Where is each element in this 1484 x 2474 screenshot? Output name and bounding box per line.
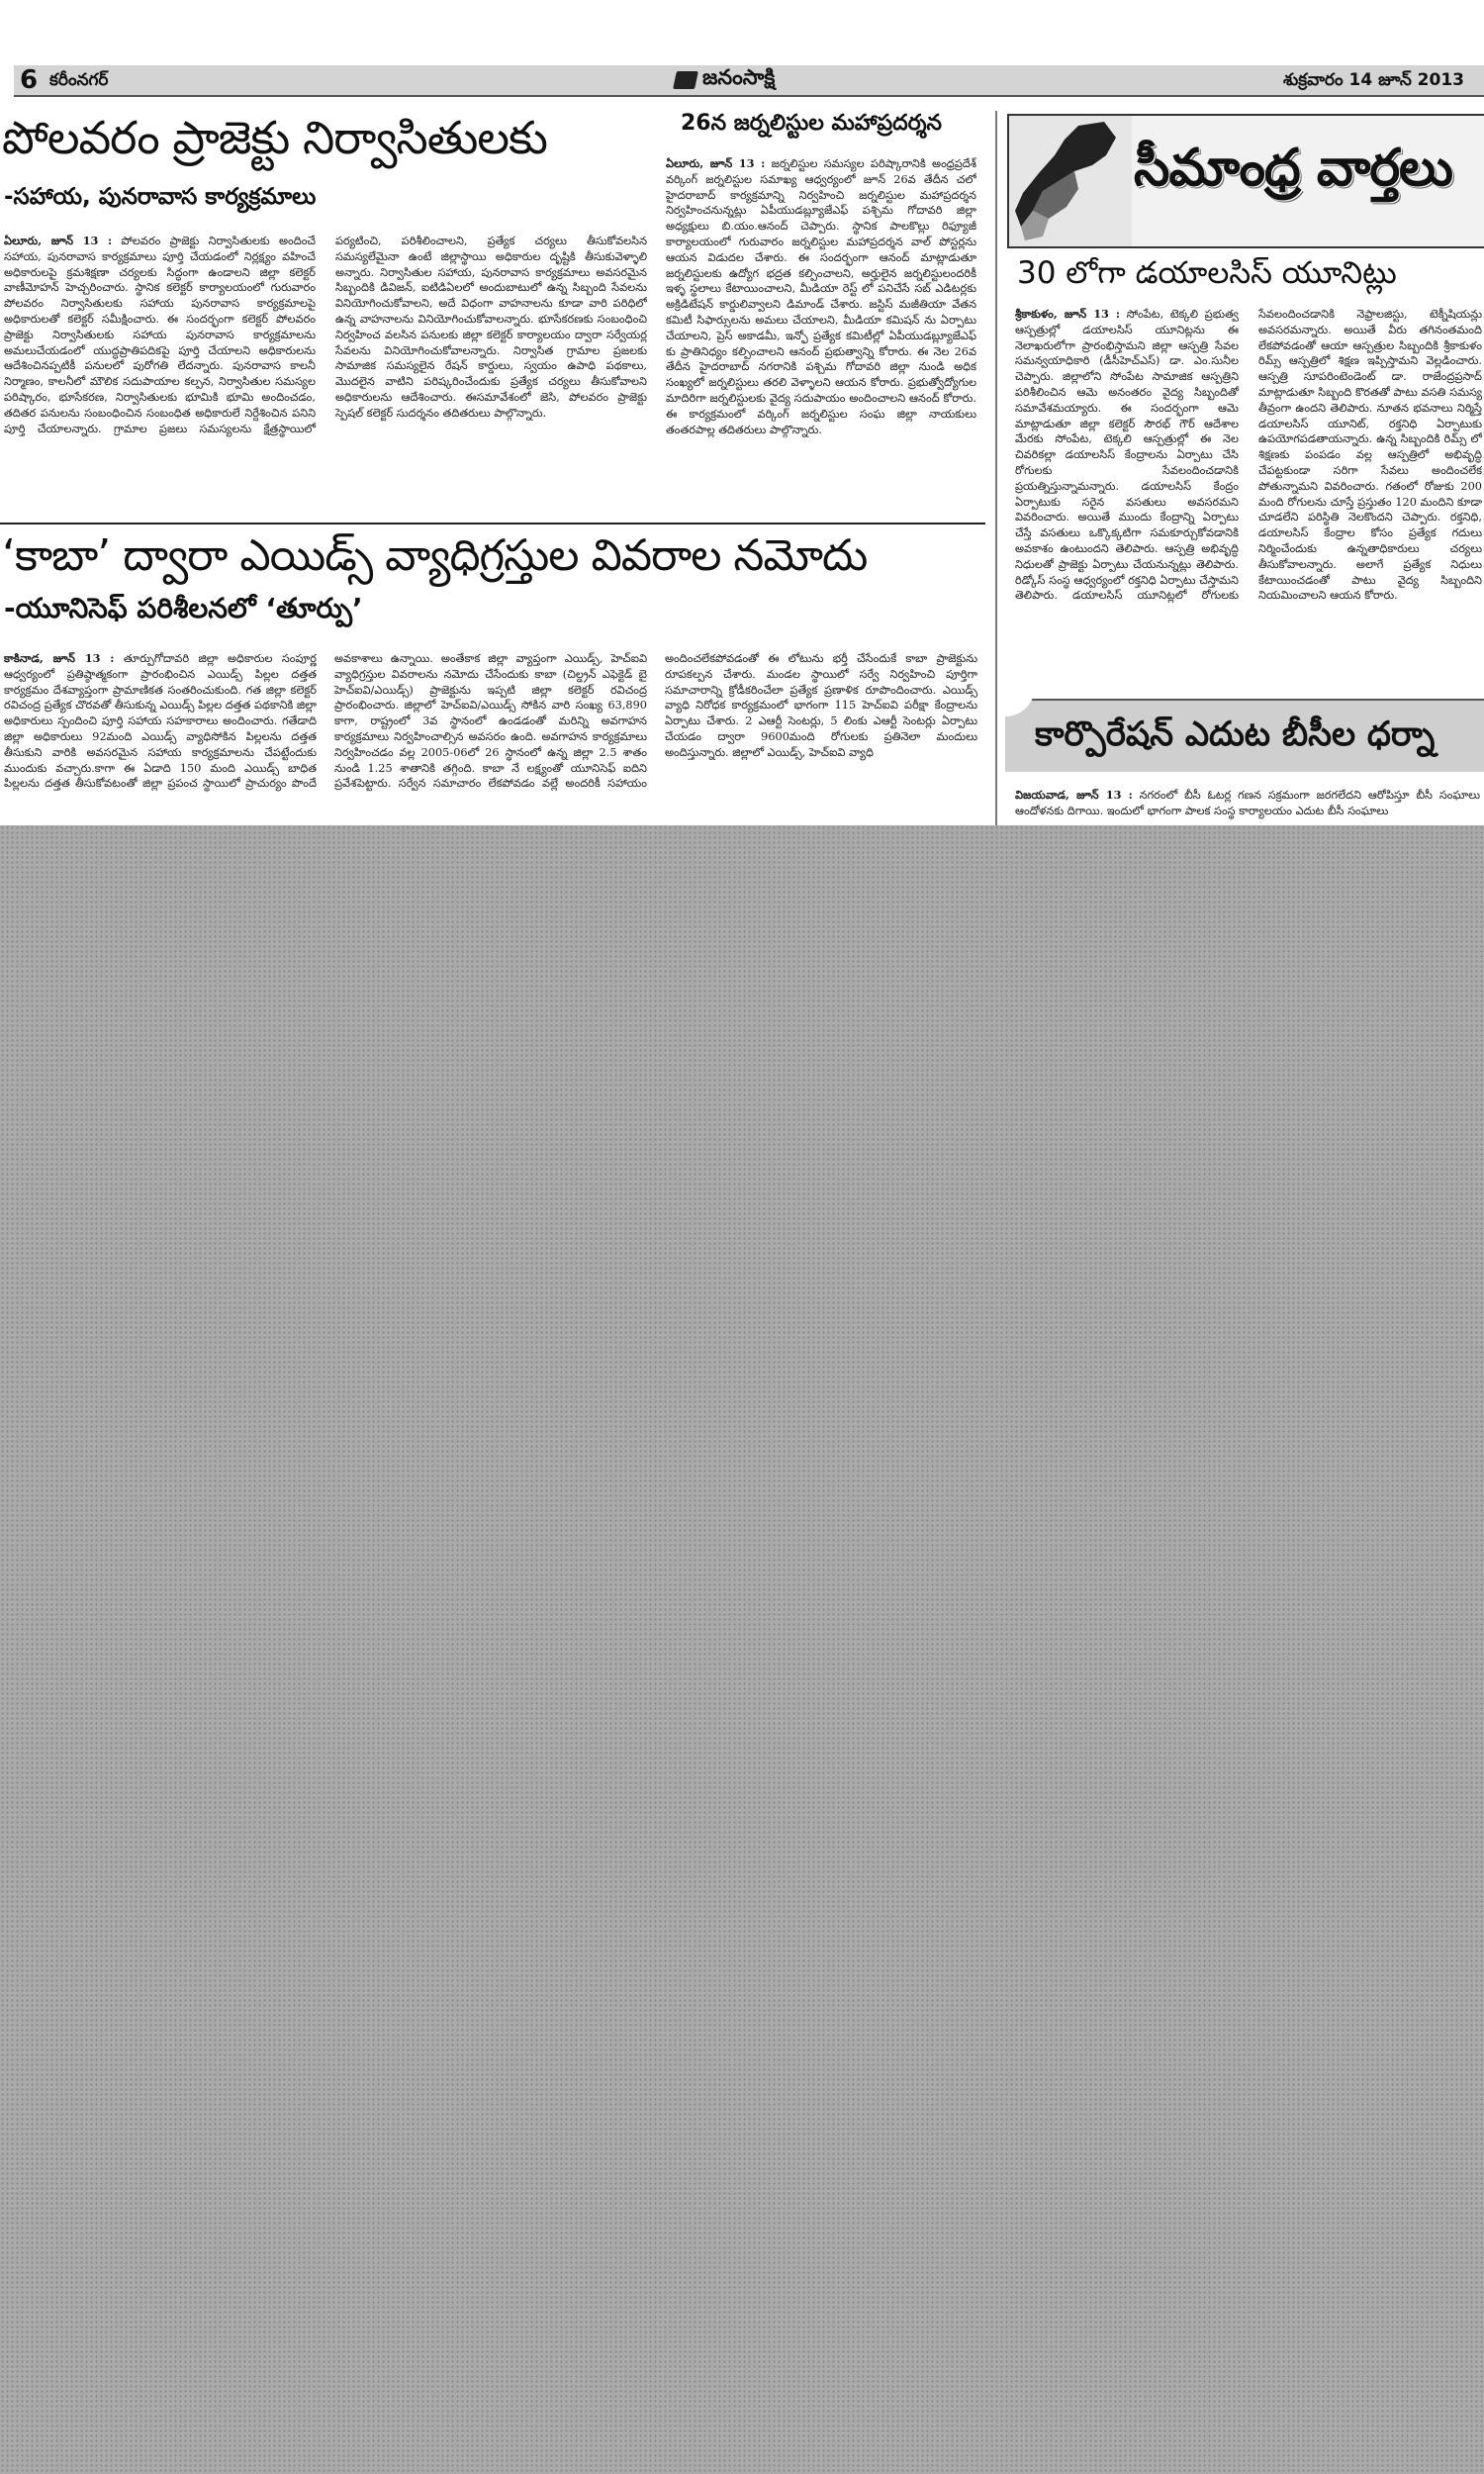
- sidebar-box: [1005, 699, 1484, 772]
- section-divider: [0, 523, 985, 524]
- article1-text: పోలవరం ప్రాజెక్టు నిర్వాసితులకు అందించే సహాయ, పునరావాస కార్యక్రమాలు పూర్తి చేయడంలో నిర్లక్ష్యం వహించే అధికారులపై క్రమశిక్షణా చర్యలకు సిద్ధంగా ఉండాలని జిల్లా కలెక్టర్ వాణీమోహన్ హెచ్చరించారు. స్థానిక కలెక్టర్ కార్యాలయంలో గురువారం పోలవరం నిర్వాసితులకు సహాయ పునరావాస కార్యక్రమాలపై అధికారులతో కలెక్టర్ సమీక్షించారు. ఈ సందర్భంగా కలెక్టర్ పోలవరం ప్రాజెక్టు నిర్వాసితులకు సహాయ పునరావాస కార్యక్రమాలను అమలుచేయడంలో యుద్ధప్రాతిపదికపై పూర్తి చేయాలని అధికారులను ఆదేశించినప్పటికీ పనులలో పురోగతి లేదన్నారు. పునరావాస కాలనీ నిర్మాణం, కాలనీలో మౌలిక సదుపాయాల కల్పన, నిర్వాసితుల సమస్యల పరిష్కారం, భూసేకరణ, నిర్వాసితులకు భూమికి భూమి అందించడం, తదితర పనులను సంబంధించిన సంబంధిత అధికారులే నిర్దేశించిన పనిని పూర్తి చేయాలన్నారు. గ్రామాల ప్రజలు సమస్యలను క్షేత్రస్థాయిలో పర్యటించి, పరిశీలించాలని, ప్రత్యేక చర్యలు తీసుకోవలసిన సమస్యలేమైనా ఉంటే జిల్లాస్థాయి అధికారుల దృష్టికి తీసుకువెళ్ళాలి అన్నారు. నిర్వాసితుల సహాయ, పునరావాస కార్యక్రమాలు అవసరమైన సిబ్బందికి డివిజన్, ఐటిడిఏలలో అందుబాటులో ఉన్న సిబ్బంది సేవలను వినియోగించుకోవాలని, అదే విధంగా వాహనాలను కూడా వారి పరిధిలో ఉన్న వాహనాలను వినియోగించుకోవాలన్నారు. భూసేకరణకు సంబంధించి నిర్వహించ వలసిన పనులకు జిల్లా కలెక్టర్ కార్యాలయం ద్వారా సర్వేయర్ల సేవలను వినియోగించుకోవాలన్నారు. నిర్వాసిత గ్రామాల ప్రజలకు సామాజిక సమస్యలైన రేషన్ కార్డులు, స్వయం ఉపాధి పథకాలు, మొదలైన వాటిని పరిష్కరించేందుకు ప్రత్యేక చర్యలు తీసుకోవాలని అధికారులను ఆదేశించారు. ఈసమావేశంలో జెసి, పోలవరం ప్రాజెక్టు స్పెషల్ కలెక్టర్ సుదర్శనం తదితరులు పాల్గొన్నారు.: [4, 235, 647, 435]
- column-rule: [995, 111, 997, 825]
- article3-body: [4, 651, 977, 825]
- article3-dateline: కాకినాడ, జూన్ 13 :: [4, 651, 115, 665]
- article1-subhead: -సహాయ, పునరావాస కార్యక్రమాలు: [4, 184, 317, 210]
- seemandhra-news-banner: [1007, 114, 1484, 248]
- andhra-map-icon: [1009, 116, 1132, 246]
- banner-title: సీమాంధ్ర వార్తలు: [1134, 138, 1453, 198]
- sidebar-article-dateline: శ్రీకాకుళం, జూన్ 13 :: [1015, 307, 1121, 321]
- article1-headline: పోలవరం ప్రాజెక్టు నిర్వాసితులకు: [2, 111, 547, 164]
- box-corner-decoration: [1005, 687, 1035, 716]
- article2-body: [666, 156, 976, 523]
- page-number: 6: [20, 65, 39, 95]
- sidebar-box-body: [1015, 788, 1480, 825]
- article2-dateline: ఏలూరు, జూన్ 13 :: [666, 156, 766, 170]
- article3-subhead: -యూనిసెఫ్ పరిశీలనలో ‘తూర్పు’: [4, 592, 363, 624]
- article2-text: జర్నలిస్టుల సమస్యల పరిష్కారానికి అంధ్రప్రదేశ్ వర్కింగ్ జర్నలిస్టుల సమాఖ్య ఆధ్వర్యంలో జూన్ 26వ తేదీన చలో హైదరాబాద్ కార్యక్రమాన్ని నిర్వహించి జర్నలిస్టుల మహాప్రదర్శన నిర్వహించనున్నట్లు ఏపీయుడబ్ల్యూజేఎఫ్ పశ్చిమ గోదావరి జిల్లా అధ్యక్షులు బి.యం.ఆనంద్ చెప్పారు. స్థానిక పాలకొల్లు రిఫ్యూజీ కార్యాలయంలో గురువారం జర్నలిస్టుల మహాప్రదర్శన వాల్ పోస్టర్లను ఆయన విడుదల చేశారు. ఈ సందర్భంగా ఆనంద్ మాట్లాడుతూ జర్నలిస్టులకు ఉద్యోగ భద్రత కల్పించాలని, అర్హులైన జర్నలిస్టులందరికీ ఇళ్ళ స్థలాలు కేటాయించాలని, మీడియా రెస్ట్ లో పనిచేసే సబ్ ఎడిటర్లకు అక్రిడిటేషన్ కార్డులివ్వాలని డిమాండ్ చేశారు. జస్టిస్ మజీతియా వేతన కమిటీ సిఫార్సులను అమలు చేయాలని, మీడియా కమిషన్ ను ఏర్పాటు చేయాలని, ప్రెస్ అకాడమీ, ఇన్ఫో ప్రత్యేక కమిటీల్లో ఏపీయుడబ్ల్యూజేఎఫ్ కు ప్రాతినిధ్యం కల్పించాలని ఆనంద్ ప్రభుత్వాన్ని కోరారు. ఈ నెల 26వ తేదీన హైదరాబాద్ నగరానికి పశ్చిమ గోదావరి జిల్లా నుండి అధిక సంఖ్యలో జర్నలిస్టులు తరలి వెళ్ళాలని ఆయన కోరారు. ప్రభుత్వోద్యోగుల మాదిరిగా జర్నలిస్టులకు వైద్య సదుపాయం అందించాలని ఆనంద్ కోరారు. ఈ కార్యక్రమంలో వర్కింగ్ జర్నలిస్టుల సంఘ జిల్లా నాయకులు తంతరపాల్ల తదితరులు పాల్గొన్నారు.: [666, 157, 976, 436]
- sidebar-box-headline: కార్పొరేషన్ ఎదుట బీసీల ధర్నా: [1035, 714, 1436, 754]
- sidebar-box-text: నగరంలో బీసీ ఓటర్ల గణన సక్రమంగా జరగలేదని ఆరోపిస్తూ బీసీ సంఘాలు ఆందోళనకు దిగాయి. ఇందులో భాగంగా పాలక సంస్థ కార్యాలయం ఎదుట బీసీ సంఘాలు: [1015, 789, 1480, 817]
- sidebar-article-headline: 30 లోగా డయాలసిస్ యూనిట్లు: [1017, 255, 1397, 291]
- page-header: [14, 65, 1484, 97]
- page-fill-pattern: [0, 825, 1484, 2474]
- logo-text: జనంసాక్షి: [702, 65, 776, 89]
- article3-text: తూర్పుగోదావరి జిల్లా అధికారుల సంపూర్ణ ఆధ్వర్యంలో ప్రతిష్ఠాత్మకంగా ప్రారంభించిన ఎయిడ్స్ పిల్లల దత్తత కార్యక్రమం దేశవ్యాప్తంగా ప్రామాణికత సంతరించుకుంది. గత జిల్లా కలెక్టర్ రవిచంద్ర ప్రత్యేక చొరవతో తీసుకున్న ఎయిడ్స్ పిల్లల దత్తత పథకానికి జిల్లా అధికారులు స్పందించి పూర్తి సహాయ సహకారాలు అందించారు. గతేడాది జిల్లా అధికారులు 92మంది ఎయిడ్స్ వ్యాధిసోకిన పిల్లలను దత్తత తీసుకుని వారికి అవసరమైన సహాయ కార్యక్రమాలను చేపట్టేందుకు ముందుకు వచ్చారు.కాగా ఈ ఏడాది 150 మంది ఎయిడ్స్ బాధిత పిల్లలను దత్తత తీసుకోవటంతో జిల్లా ప్రపంచ స్థాయిలో ప్రాచుర్యం పొందే అవకాశాలు ఉన్నాయి. అంతేకాక జిల్లా వ్యాప్తంగా ఎయిడ్స్, హెచ్ఐవి వ్యాధిగ్రస్తుల వివరాలను నమోదు చేసేందుకు కాబా (చిల్డ్రన్ ఎఫెక్టెడ్ బై హెచ్ఐవి/ఎయిడ్స్) ప్రాజెక్టును ఇప్పటి జిల్లా కలెక్టర్ రవిచంద్ర ప్రారంభించారు. జిల్లాలో హెచ్ఐవి/ఎయిడ్స్ సోకిన వారి సంఖ్య 63,890 కాగా, రాష్ట్రంలో 3వ స్థానంలో ఉండడంతో మరిన్ని అవగాహన కార్యక్రమాలు నిర్వహించాల్సిన అవసరం ఉంది. అవగాహన కార్యక్రమాలు నిర్వహించడం వల్ల 2005-06లో 26 స్థానంలో ఉన్న జిల్లా 2.5 శాతం నుండి 1.25 శాతానికి తగ్గింది. కాబా నే లక్ష్యంతో యూనిసెఫ్ ఐదిని ప్రవేశపెట్టారు. సర్వేన సమాచారం లేకపోవడం వల్లే అందరికీ సహాయం అందించలేకపోవడంతో ఈ లోటును భర్తీ చేసేందుకే కాబా ప్రాజెక్టును రూపకల్పన చేశారు. మండల స్థాయిలో సర్వే నిర్వహించి పూర్తిగా సమాచారాన్ని క్రోడీకరించేలా ప్రత్యేక ప్రణాళిక రూపొందించారు. ఎయిడ్స్ వ్యాధి నిరోధక కార్యక్రమంలో భాగంగా 115 హెచ్ఐవి పరీక్షా కేంద్రాలను ఏర్పాటు చేశారు. 2 ఎఆర్టీ సెంటర్లు, 5 లింకు ఎఆర్టీ సెంటర్లు ఏర్పాటు చేయడం ద్వారా 9600మంది రోగులకు ప్రతినెలా మందులు అందిస్తున్నారు. జిల్లాలో ఎయిడ్స్, హెచ్ఐవి వ్యాధి: [4, 652, 977, 791]
- issue-date: శుక్రవారం 14 జూన్ 2013: [1282, 70, 1464, 90]
- masthead-logo: [675, 66, 775, 94]
- article1-dateline: ఏలూరు, జూన్ 13 :: [4, 234, 113, 247]
- article3-headline: ‘కాబా’ ద్వారా ఎయిడ్స్ వ్యాధిగ్రస్తుల వివరాల నమోదు: [2, 530, 868, 581]
- logo-icon: [673, 71, 698, 89]
- sidebar-box-dateline: విజయవాడ, జూన్ 13 :: [1015, 788, 1133, 802]
- article1-body: [4, 234, 647, 503]
- sidebar-article-body: [1015, 307, 1482, 689]
- article2-headline: 26న జర్నలిస్టుల మహాప్రదర్శన: [681, 111, 942, 136]
- sidebar-article-text: సోంపేట, టెక్కలి ప్రభుత్వ ఆస్పత్రుల్లో డయాలసిస్ యూనిట్లను ఈ నెలాఖరులోగా ప్రారంభిస్తామని జిల్లా ఆస్పత్రి సేవల సమన్వయాధికారి (డీసీహెచ్ఎస్) డా. ఎం.సునీల చెప్పారు. జిల్లాలోని సోంపేట సామాజిక ఆస్పత్రిని పరిశీలించిన ఆమె అనంతరం వైద్య సిబ్బందితో సమావేశమయ్యారు. ఈ సందర్భంగా ఆమె మాట్లాడుతూ జిల్లా కలెక్టర్ సౌరభ్ గౌర్ ఆదేశాల మేరకు సోంపేట, టెక్కలి ఆస్పత్రుల్లో ఈ నెల చివరికల్లా డయాలసిస్ కేంద్రాలను ఏర్పాటు చేసి రోగులకు సేవలందించడానికి ప్రయత్నిస్తున్నామన్నారు. డయాలసిస్ కేంద్రం ఏర్పాటుకు సరైన వసతులు అవసరమని వివరించారు. అయితే ముందు కేంద్రాన్ని ఏర్పాటు చేస్తే వసతులు ఒక్కొక్కటిగా సమకూర్చుకోవడానికి అవకాశం ఉంటుందని తెలిపారు. ఆస్పత్రి అభివృద్ధి నిధులతో ప్రాజెక్టు ఏర్పాటు చేయనున్నట్లు తెలిపారు. రిడ్కోస్ సంస్థ ఆధ్వర్యంలో రక్తనిధి ఏర్పాటు చేస్తామని తెలిపారు. డయాలసిస్ యూనిట్లలో రోగులకు సేవలందించడానికి నెఫ్రాలజిస్టు, టెక్నీషియన్లు అవసరమన్నారు. అయితే వీరు తగినంతమంది లేకపోవడంతో ఆయా ఆస్పత్రుల సిబ్బందికి శ్రీకాకుళం రిమ్స్ ఆస్పత్రిలో శిక్షణ ఇప్పిస్తామని వెల్లడించారు. ఆస్పత్రి సూపరింటెండెంట్ డా. రాజేంద్రప్రసాద్ మాట్లాడుతూ సిబ్బంది కొరతతో పాటు వసతి సమస్య తీవ్రంగా ఉందని తెలిపారు. నూతన భవనాలు నిర్మిస్తే డయాలసిస్ యూనిట్, రక్తనిధి ఏర్పాటుకు ఉపయోగపడతాయన్నారు. ఉన్న సిబ్బందికి రిమ్స్ లో శిక్షణకు పంపడం వల్ల ఆస్పత్రిలో అభివృద్ధి చేపట్టకుండా సరిగా సేవలు అందించలేక పోతున్నామని వివరించారు. గతంలో రోజుకు 200 మంది రోగులను చూస్తే ప్రస్తుతం 120 మందిని కూడా చూడలేని పరిస్థితి నెలకొందని చెప్పారు. రక్తనిధి, డయాలసిస్ కేంద్రాల కోసం ప్రత్యేక గదులు నిర్మించేందుకు ఉన్నతాధికారులు చర్యలు తీసుకోవాలన్నారు. అలాగే ప్రత్యేక నిధులు కేటాయించడంతో పాటు వైద్య సిబ్బందిని నియమించాలని ఆయన కోరారు.: [1015, 308, 1482, 603]
- edition-city: కరీంనగర్: [49, 70, 109, 90]
